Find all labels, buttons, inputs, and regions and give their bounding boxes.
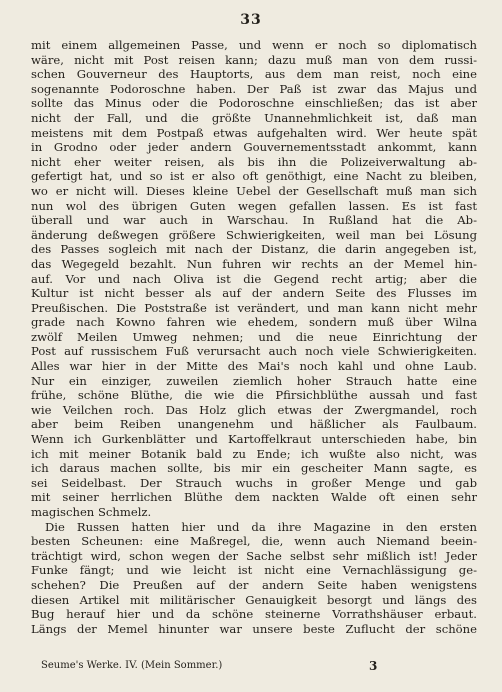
text-line: das Wegegeld bezahlt. Nun fuhren wir rechts an der Memel hin- (31, 256, 477, 271)
text-line: sollte das Minus oder die Podoroschne einschließen; das ist aber (31, 96, 477, 111)
text-line: wie Veilchen roch. Das Holz glich etwas der Zwergmandel, roch (31, 402, 477, 417)
text-line: schehen? Die Preußen auf der andern Seite haben wenigstens (31, 577, 477, 592)
text-line: änderung deßwegen größere Schwierigkeiten, weil man bei Lösung (31, 227, 477, 242)
text-line: sogenannte Podoroschne haben. Der Paß ist zwar das Majus und (31, 81, 477, 96)
text-line: Bug herauf hier und da schöne steinerne Vorrathshäuser erbaut. (31, 607, 477, 622)
text-line: Preußischen. Die Poststraße ist verändert, und man kann nicht mehr (31, 300, 477, 315)
page-number: 33 (240, 12, 262, 28)
text-line: diesen Artikel mit militärischer Genauigkeit besorgt und längs des (31, 592, 477, 607)
text-line: mit seiner herrlichen Blüthe dem nackten Walde oft einen sehr (31, 490, 477, 505)
text-line: meistens mit dem Postpaß etwas aufgehalten wird. Wer heute spät (31, 125, 477, 140)
text-line: Nur ein einziger, zuweilen ziemlich hoher Strauch hatte eine (31, 373, 477, 388)
text-line: schen Gouverneur des Hauptorts, aus dem man reist, noch eine (31, 67, 477, 82)
text-line: Wenn ich Gurkenblätter und Kartoffelkraut unterschieden habe, bin (31, 432, 477, 447)
text-line: mit einem allgemeinen Passe, und wenn er noch so diplomatisch (31, 38, 477, 52)
text-line: nicht eher weiter reisen, als bis ihn die Polizeiverwaltung ab- (31, 154, 477, 169)
text-line: grade nach Kowno fahren wie ehedem, sondern muß über Wilna (31, 315, 477, 330)
text-line: Kultur ist nicht besser als auf der andern Seite des Flusses im (31, 286, 477, 301)
text-line: Die Russen hatten hier und da ihre Magazine in den ersten (45, 519, 477, 534)
text-line: aber beim Reiben unangenehm und häßlicher als Faulbaum. (31, 417, 477, 432)
text-line: magischen Schmelz. (31, 505, 152, 519)
text-line: auf. Vor und nach Oliva ist die Gegend recht artig; aber die (31, 271, 477, 286)
text-line: wo er nicht will. Dieses kleine Uebel der Gesellschaft muß man sich (31, 183, 477, 198)
page-footer (31, 660, 477, 676)
text-line: zwölf Meilen Umweg nehmen; und die neue Einrichtung der (31, 329, 477, 344)
text-line: besten Scheunen: eine Maßregel, die, wenn auch Niemand beein- (31, 534, 477, 549)
text-line: in Grodno oder jeder andern Gouvernementsstadt ankommt, kann (31, 140, 477, 155)
text-line: nun wol des übrigen Guten wegen gefallen lassen. Es ist fast (31, 198, 477, 213)
sheet-number: 3 (369, 659, 378, 673)
footer-signature: Seume's Werke. IV. (Mein Sommer.) (41, 660, 223, 671)
text-line: sei Seidelbast. Der Strauch wuchs in großer Menge und gab (31, 475, 477, 490)
text-line: gefertigt hat, und so ist er also oft genöthigt, eine Nacht zu bleiben, (31, 169, 477, 184)
text-line: wäre, nicht mit Post reisen kann; dazu muß man von dem russi- (31, 52, 477, 67)
text-line: frühe, schöne Blüthe, die wie die Pfirsichblüthe aussah und fast (31, 388, 477, 403)
text-line: nicht der Fall, und die größte Unannehmlichkeit ist, daß man (31, 110, 477, 125)
text-line: Alles war hier in der Mitte des Mai's noch kahl und ohne Laub. (31, 359, 477, 374)
text-line: ich daraus machen sollte, bis mir ein gescheiter Mann sagte, es (31, 461, 477, 476)
text-line: ich mit meiner Botanik bald zu Ende; ich wußte also nicht, was (31, 446, 477, 461)
body-text (31, 38, 477, 636)
text-line: Längs der Memel hinunter war unsere beste Zuflucht der schöne (31, 621, 477, 636)
text-line: trächtigt wird, schon wegen der Sache selbst sehr mißlich ist! Jeder (31, 548, 477, 563)
text-line: des Passes sogleich mit nach der Distanz, die darin angegeben ist, (31, 242, 477, 257)
text-line: Post auf russischem Fuß verursacht auch noch viele Schwierigkeiten. (31, 344, 477, 359)
text-line: Funke fängt; und wie leicht ist nicht eine Vernachlässigung ge- (31, 563, 477, 578)
text-line: überall und war auch in Warschau. In Rußland hat die Ab- (31, 213, 477, 228)
